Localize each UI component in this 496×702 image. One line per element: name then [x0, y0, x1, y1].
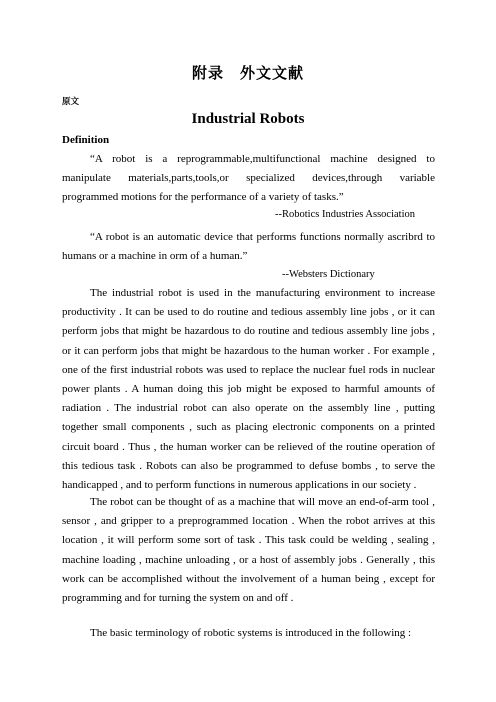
quote-websters-source: --Websters Dictionary	[282, 269, 375, 280]
article-title: Industrial Robots	[191, 111, 305, 127]
body-paragraph-machine: The robot can be thought of as a machine that will move an end-of-arm tool , sensor , and gripper to a preprogrammed location . When the robot arrives at this location , it will perform some sort of task . This task could be welding , sealing , machine loading , machine unloading , or a host of assembly jobs . Generally , this work can be accomplished without the involvement of a human being , except for programming and for turning the system on and off .	[62, 496, 435, 605]
original-text-label: 原文	[62, 97, 80, 107]
body-paragraph-terminology: The basic terminology of robotic systems is introduced in the following :	[90, 627, 412, 639]
appendix-heading: 附录 外文文献	[191, 64, 304, 82]
body-paragraph-productivity: The industrial robot is used in the manufacturing environment to increase productivity . It can be used to do routine and tedious assembly line jobs , or it can perform jobs that might be hazardous to do routine and tedious assembly line jobs , or it can perform jobs that might be hazardous to the human worker . For example , one of the first industrial robots was used to replace the nuclear fuel rods in nuclear power plants . A human doing this job might be exposed to harmful amounts of radiation . The industrial robot can also operate on the assembly line , putting together small components , such as placing electronic components on a printed circuit board . Thus , the human worker can be relieved of the routine operation of this tedious task . Robots can also be programmed to defuse bombs , to serve the handicapped , and to perform functions in numerous applications in our society .	[62, 287, 435, 492]
quote-ria: “A robot is a reprogrammable,multifunctional machine designed to manipulate materials,parts,tools,or specialized devices,through variable programmed motions for the performance of a variety of tasks.”	[62, 153, 435, 204]
quote-websters: “A robot is an automatic device that performs functions normally ascribrd to humans or a machine in orm of a human.”	[62, 231, 435, 263]
definition-heading: Definition	[62, 134, 110, 146]
quote-ria-source: --Robotics Industries Association	[275, 209, 415, 220]
